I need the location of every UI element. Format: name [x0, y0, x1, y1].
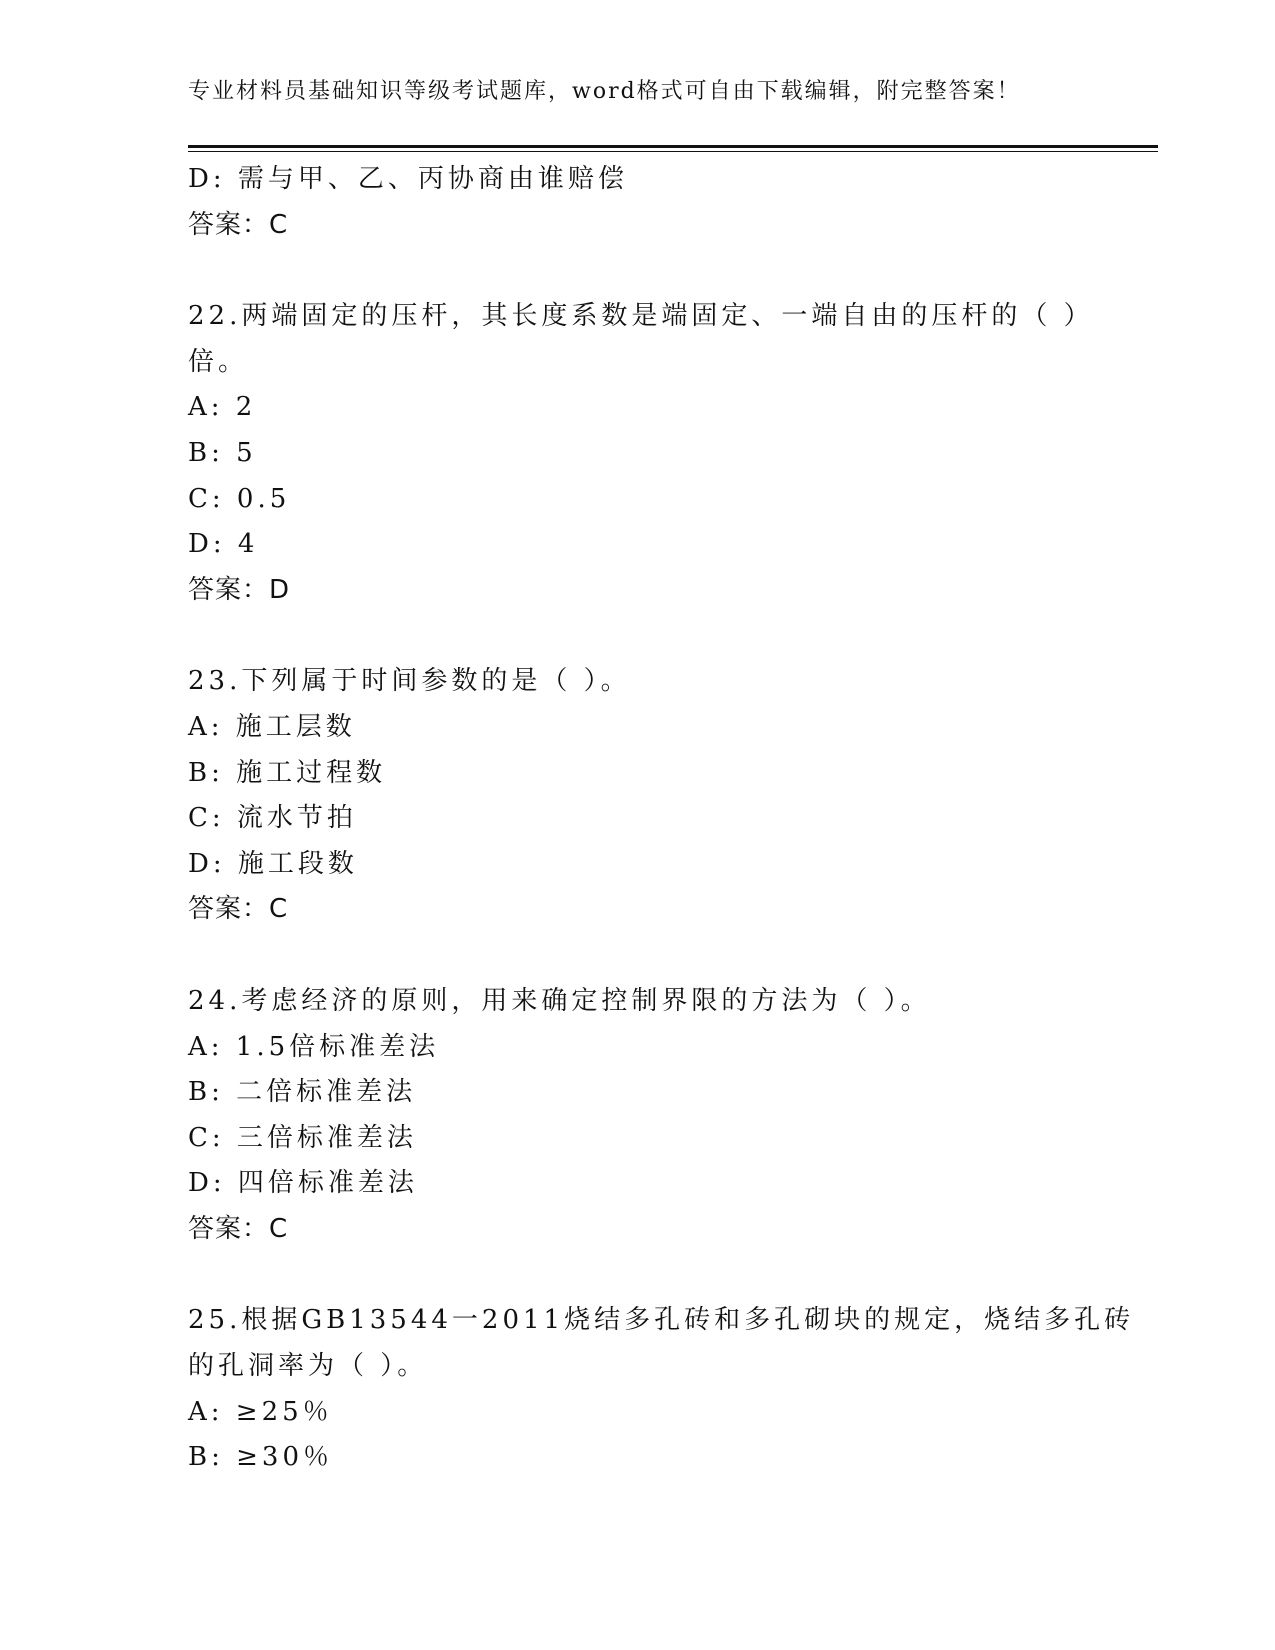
answer: 答案：C	[188, 1213, 289, 1244]
question-22	[188, 294, 1094, 613]
header-divider-thick	[188, 145, 1158, 148]
question-stem-cont: 的孔洞率为（ ）。	[188, 1351, 428, 1382]
option-b: B: 二倍标准差法	[188, 1077, 417, 1108]
question-stem: 24.考虑经济的原则，用来确定控制界限的方法为（ ）。	[188, 985, 931, 1016]
question-24	[188, 979, 1068, 1253]
option-b: B: 5	[188, 437, 257, 468]
option-c: C: 三倍标准差法	[188, 1122, 417, 1153]
option-a: A: 2	[188, 392, 257, 423]
q21-option-d: D: 需与甲、乙、丙协商由谁赔偿	[188, 164, 628, 194]
option-c: C: 流水节拍	[188, 803, 357, 834]
option-b: B: 施工过程数	[188, 757, 387, 788]
question-stem: 23.下列属于时间参数的是（ ）。	[188, 666, 631, 697]
question-25	[188, 1298, 1135, 1480]
option-a: A: 1.5倍标准差法	[188, 1031, 440, 1062]
header-divider-thin	[188, 151, 1158, 152]
question-23	[188, 659, 1068, 933]
question-stem: 22.两端固定的压杆，其长度系数是端固定、一端自由的压杆的（ ）	[188, 301, 1094, 332]
page-header: 专业材料员基础知识等级考试题库，word格式可自由下载编辑，附完整答案！	[188, 79, 1021, 104]
option-c: C: 0.5	[188, 483, 291, 514]
q21-answer: 答案：C	[188, 209, 289, 240]
question-list	[188, 157, 1135, 1481]
option-a: A: 施工层数	[188, 711, 356, 742]
option-d: D: 四倍标准差法	[188, 1168, 418, 1199]
question-stem: 25.根据GB13544一2011烧结多孔砖和多孔砌块的规定，烧结多孔砖	[188, 1305, 1135, 1336]
answer: 答案：D	[188, 574, 291, 605]
question-stem-cont: 倍。	[188, 346, 249, 377]
answer: 答案：C	[188, 894, 289, 925]
option-b: B: ≥30％	[188, 1442, 334, 1473]
option-a: A: ≥25％	[188, 1396, 333, 1427]
option-d: D: 4	[188, 529, 259, 560]
option-d: D: 施工段数	[188, 848, 358, 879]
